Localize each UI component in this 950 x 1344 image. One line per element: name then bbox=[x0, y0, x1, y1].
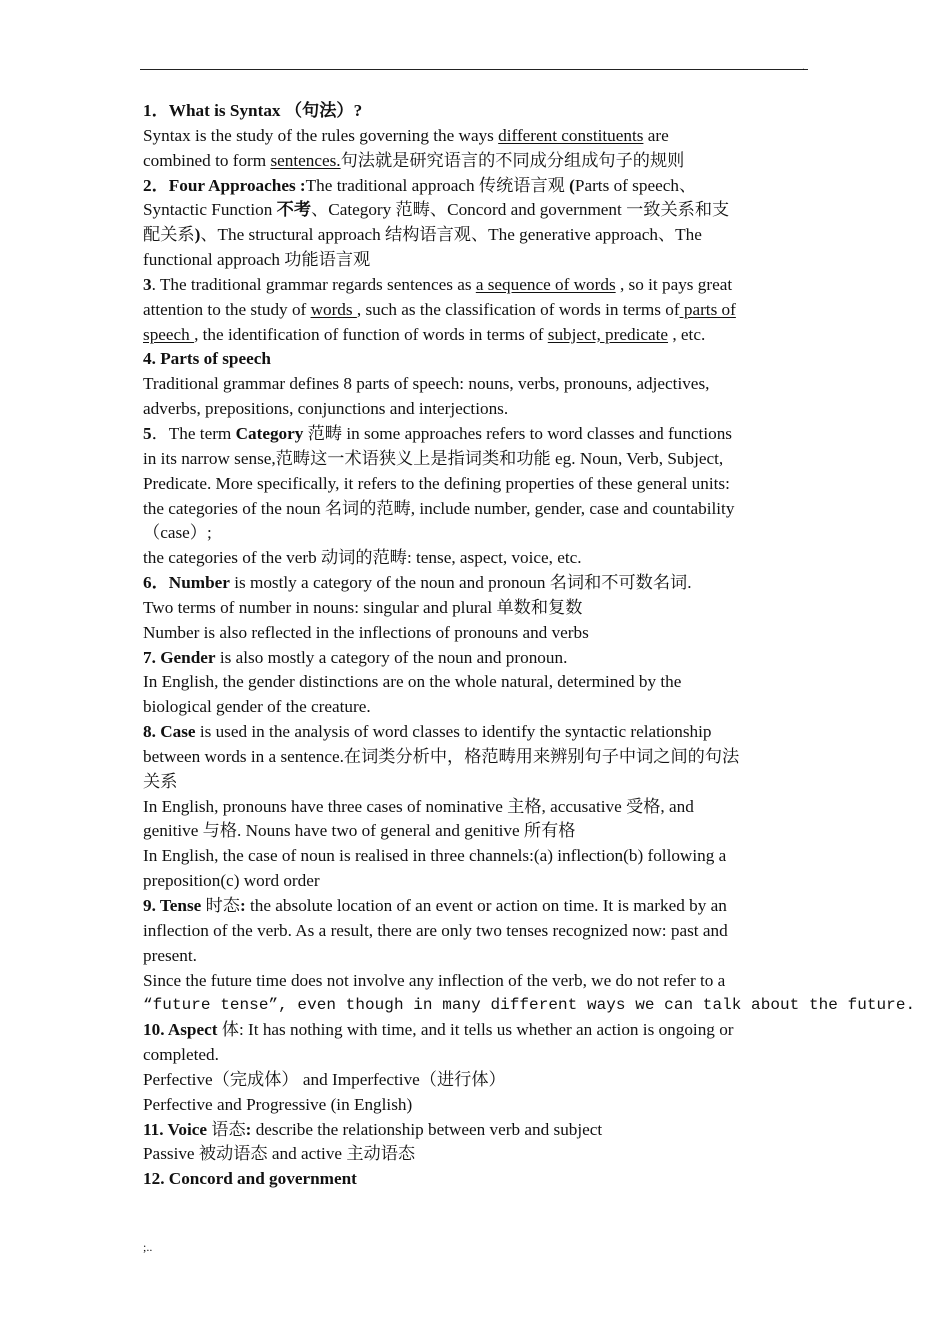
text-line: functional approach 功能语言观 bbox=[143, 250, 371, 270]
text-line bbox=[143, 323, 843, 348]
text-run: is mostly a category of the noun and pronoun 名词和不可数名词. bbox=[229, 573, 692, 593]
text-line bbox=[143, 223, 843, 248]
section-7-line bbox=[143, 646, 843, 671]
header-rule bbox=[140, 69, 808, 70]
text-line: Perfective（完成体） and Imperfective（进行体） bbox=[143, 1069, 506, 1089]
text-line: In English, pronouns have three cases of nominative 主格, accusative 受格, and bbox=[143, 796, 694, 816]
section-1-heading bbox=[143, 99, 843, 124]
footer-mark: ;.. bbox=[143, 1240, 153, 1254]
heading-text: 2．Four Approaches : bbox=[143, 175, 306, 195]
text-run: is used in the analysis of word classes to identify the syntactic relationship bbox=[195, 722, 712, 742]
heading-text: 9. Tense bbox=[143, 896, 202, 915]
text-run: ．The term bbox=[151, 423, 236, 443]
heading-text: 4. Parts of speech bbox=[143, 349, 271, 369]
text-line bbox=[143, 198, 843, 223]
heading-text: 1．What is Syntax （句法）? bbox=[143, 101, 363, 120]
text-line: 关系 bbox=[143, 771, 178, 791]
underlined-term: subject, predicate bbox=[547, 324, 669, 344]
text-line: genitive 与格. Nouns have two of general and genitive 所有格 bbox=[143, 821, 576, 841]
heading-text: 10. Aspect bbox=[143, 1020, 218, 1040]
header-dot: . bbox=[802, 59, 805, 73]
text-line: Number is also reflected in the inflections of pronouns and verbs bbox=[143, 622, 589, 642]
heading-text: 8. Case bbox=[143, 722, 196, 742]
text-run: ( bbox=[569, 175, 575, 195]
text-run: , the identification of function of words in terms of bbox=[194, 324, 548, 344]
text-line: In English, the case of noun is realised in three channels:(a) inflection(b) following a bbox=[143, 846, 727, 866]
text-run: Syntax is the study of the rules governing the ways bbox=[143, 125, 499, 145]
text-run: attention to the study of bbox=[143, 299, 311, 319]
section-9-line bbox=[143, 894, 843, 919]
underlined-term: speech bbox=[143, 324, 195, 344]
text-line: Traditional grammar defines 8 parts of speech: nouns, verbs, pronouns, adjectives, bbox=[143, 374, 710, 394]
text-line: the categories of the verb 动词的范畴: tense, aspect, voice, etc. bbox=[143, 548, 582, 568]
underlined-term: words bbox=[310, 299, 357, 319]
section-11-line bbox=[143, 1118, 843, 1143]
text-run: , etc. bbox=[668, 324, 706, 344]
text-line: completed. bbox=[143, 1045, 219, 1065]
section-number: 3 bbox=[143, 274, 152, 294]
section-6-line bbox=[143, 571, 843, 596]
text-run: describe the relationship between verb and subject bbox=[251, 1119, 603, 1139]
section-4-heading bbox=[143, 347, 843, 372]
bold-term: Category bbox=[235, 423, 304, 443]
text-run: 语态 bbox=[206, 1119, 246, 1139]
heading-text: 7. Gender bbox=[143, 647, 216, 667]
text-run: 、The structural approach 结构语言观、The generative approach、The bbox=[200, 225, 702, 245]
text-run: . The traditional grammar regards sentences as bbox=[151, 274, 476, 294]
text-line: Perfective and Progressive (in English) bbox=[143, 1094, 413, 1114]
text-line bbox=[143, 149, 843, 174]
text-run: combined to form bbox=[143, 150, 271, 170]
bold-note: 不考 bbox=[276, 200, 312, 220]
text-line: adverbs, prepositions, conjunctions and interjections. bbox=[143, 399, 509, 419]
underlined-term: a sequence of words bbox=[475, 274, 616, 294]
text-run: The traditional approach 传统语言观 bbox=[305, 175, 570, 195]
text-run: is also mostly a category of the noun and pronoun. bbox=[215, 647, 568, 667]
text-run: Syntactic Function bbox=[143, 200, 277, 220]
text-line: in its narrow sense,范畴这一术语狭义上是指词类和功能 eg. Noun, Verb, Subject, bbox=[143, 448, 724, 468]
text-run: the absolute location of an event or action on time. It is marked by an bbox=[245, 896, 727, 915]
text-line bbox=[143, 124, 843, 149]
text-line bbox=[143, 298, 843, 323]
heading-text: 6．Number bbox=[143, 573, 230, 593]
text-run: ) bbox=[194, 225, 201, 245]
section-2-heading bbox=[143, 174, 843, 199]
text-line: preposition(c) word order bbox=[143, 871, 320, 891]
section-number: 5 bbox=[143, 423, 152, 443]
heading-text: 11. Voice bbox=[143, 1119, 207, 1139]
text-run: 范畴 in some approaches refers to word classes and functions bbox=[303, 423, 732, 443]
text-line: Two terms of number in nouns: singular and plural 单数和复数 bbox=[143, 597, 583, 617]
section-3-line bbox=[143, 273, 843, 298]
section-8-line bbox=[143, 720, 843, 745]
text-run: , such as the classification of words in terms of bbox=[356, 299, 680, 319]
text-run: , so it pays great bbox=[615, 274, 733, 294]
document-body bbox=[143, 99, 916, 1192]
text-run: Parts of speech、 bbox=[574, 175, 697, 195]
text-line: inflection of the verb. As a result, there are only two tenses recognized now: past and bbox=[143, 920, 728, 940]
text-run: 、Category 范畴、Concord and government 一致关系和支 bbox=[311, 200, 730, 220]
text-line: In English, the gender distinctions are on the whole natural, determined by the bbox=[143, 672, 682, 692]
section-10-line bbox=[143, 1018, 843, 1043]
text-line: present. bbox=[143, 945, 197, 965]
text-line: the categories of the noun 名词的范畴, include number, gender, case and countability bbox=[143, 498, 735, 518]
text-line: Predicate. More specifically, it refers to the defining properties of these general units: bbox=[143, 473, 730, 493]
text-run: are bbox=[643, 125, 669, 145]
text-run: : bbox=[245, 1119, 252, 1139]
underlined-term: different constituents bbox=[498, 125, 644, 145]
text-run: 时态 bbox=[201, 896, 240, 915]
heading-text: 12. Concord and government bbox=[143, 1169, 357, 1189]
underlined-term: sentences. bbox=[270, 150, 341, 170]
text-line: Passive 被动语态 and active 主动语态 bbox=[143, 1144, 416, 1164]
text-run: : bbox=[239, 896, 246, 915]
text-line: between words in a sentence.在词类分析中，格范畴用来辨别句子中词之间的句法 bbox=[143, 746, 740, 766]
text-line: Since the future time does not involve any inflection of the verb, we do not refer to a bbox=[143, 970, 726, 990]
text-line: （case）; bbox=[143, 523, 212, 543]
underlined-term: parts of bbox=[679, 299, 736, 319]
section-5-line bbox=[143, 422, 843, 447]
text-line: biological gender of the creature. bbox=[143, 697, 371, 717]
text-run: 配关系 bbox=[143, 225, 195, 245]
monospace-line: “future tense”, even though in many different ways we can talk about the future. bbox=[143, 996, 916, 1015]
text-run: 句法就是研究语言的不同成分组成句子的规则 bbox=[340, 150, 685, 170]
text-run: 体: It has nothing with time, and it tells us whether an action is ongoing or bbox=[217, 1020, 734, 1040]
section-12-heading bbox=[143, 1167, 843, 1192]
